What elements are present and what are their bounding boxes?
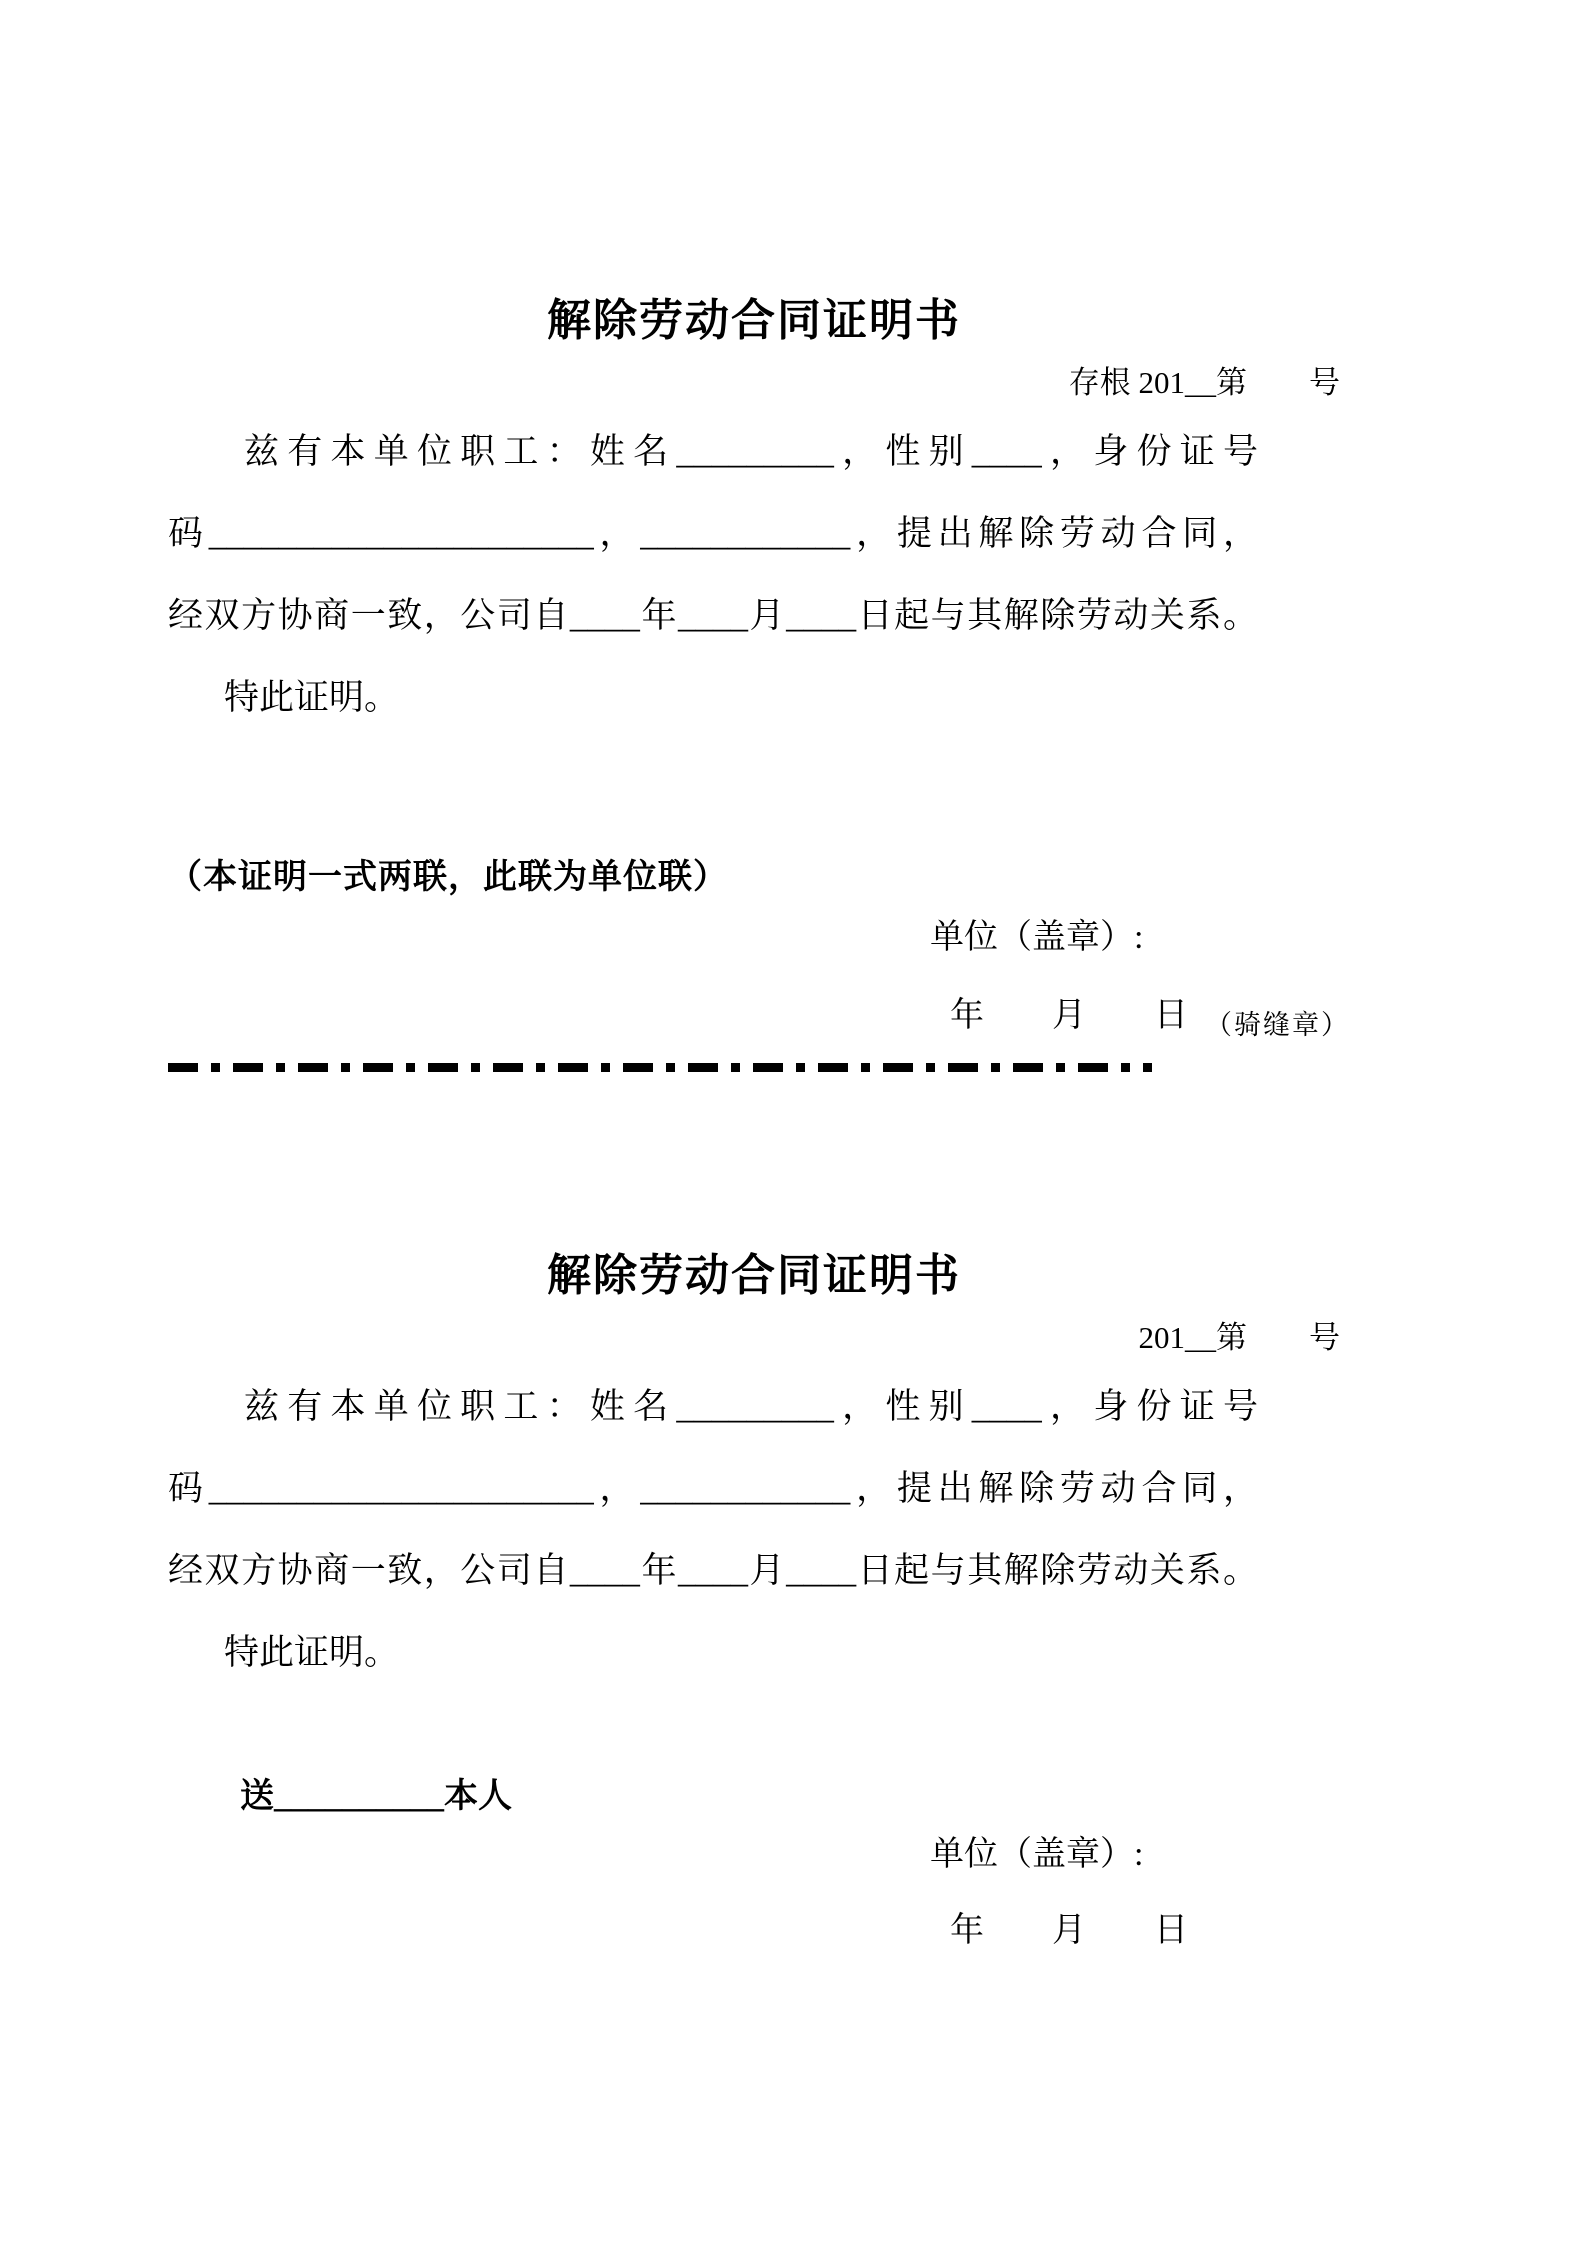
cut-divider-line [168, 1063, 1152, 1072]
stub-body-line-3: 经双方协商一致，公司自____年____月____日起与其解除劳动关系。 [168, 596, 1258, 635]
stub-unit-seal-label: 单位（盖章）: [930, 919, 1144, 956]
employee-body-line-4: 特此证明。 [224, 1633, 400, 1672]
stub-section [168, 295, 1350, 1072]
seam-seal-note: （骑缝章） [1205, 1010, 1350, 1040]
employee-unit-seal-label: 单位（盖章）: [930, 1836, 1144, 1873]
employee-section [168, 1250, 1340, 1952]
employee-body-line-2: 码______________________，____________，提出解除劳动合同， [168, 1469, 1258, 1508]
stub-copy-note: （本证明一式两联，此联为单位联） [168, 859, 728, 896]
stub-body-line-2: 码______________________，____________，提出解除劳动合同， [168, 514, 1258, 553]
employee-body-line-3: 经双方协商一致，公司自____年____月____日起与其解除劳动关系。 [168, 1551, 1258, 1590]
employee-body-paragraph [168, 1366, 1258, 1694]
employee-title: 解除劳动合同证明书 [547, 1251, 961, 1300]
stub-body-paragraph [168, 411, 1258, 739]
employee-date-line: 年 月 日 [950, 1912, 1188, 1949]
stub-body-line-4: 特此证明。 [224, 678, 400, 717]
stub-body-line-1: 兹有本单位职工：姓名_________，性别____，身份证号 [244, 432, 1258, 471]
employee-serial-number-line: 201__第 号 [1138, 1320, 1340, 1355]
deliver-to-person-line: 送__________本人 [240, 1778, 512, 1815]
stub-date-line: 年 月 日 [950, 997, 1188, 1034]
employee-body-line-1: 兹有本单位职工：姓名_________，性别____，身份证号 [244, 1387, 1258, 1426]
stub-title: 解除劳动合同证明书 [547, 296, 961, 345]
stub-serial-number-line: 存根 201__第 号 [1068, 365, 1340, 400]
